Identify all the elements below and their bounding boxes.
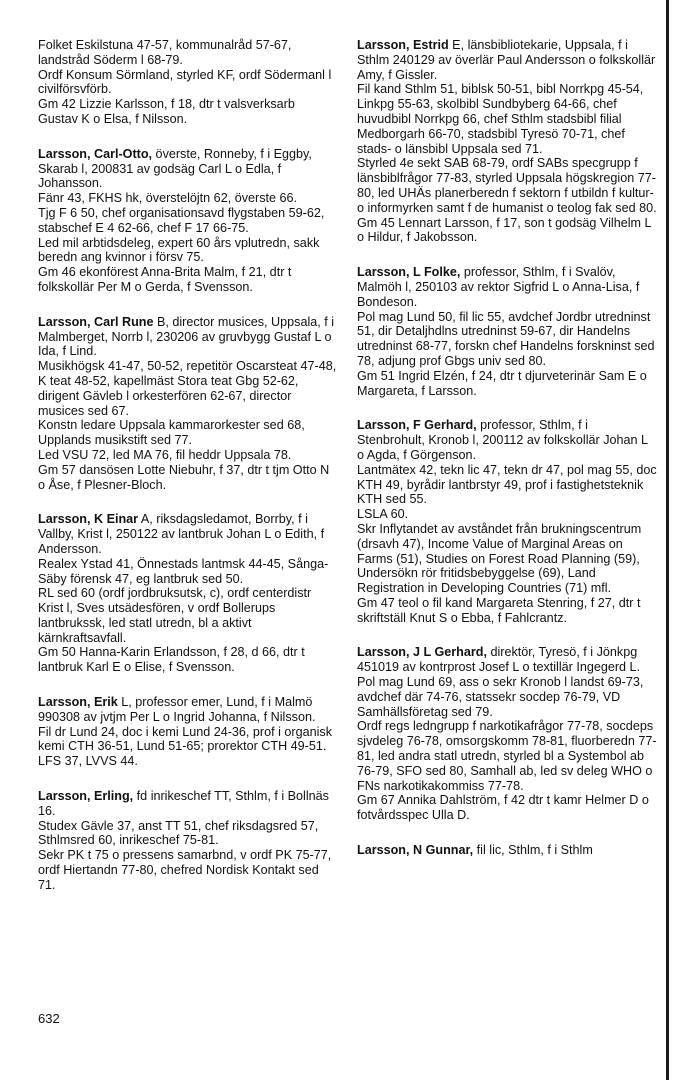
biography-entry (38, 789, 338, 893)
entry-text: Gm 47 teol o fil kand Margareta Stenring, f 27, dtr t skriftställ Knut S o Ebba, f Fahlcrantz. (357, 595, 641, 625)
entry-text: Gm 46 ekonförest Anna-Brita Malm, f 21, dtr t folkskollär Per M o Gerda, f Svensson. (38, 265, 292, 294)
entry-paragraph (357, 675, 657, 719)
entry-name: Larsson, Erling, (38, 789, 134, 804)
entry-text: LFS 37, LVVS 44. (38, 754, 138, 769)
entry-paragraph (357, 596, 657, 626)
entry-paragraph (38, 236, 338, 266)
entry-text: professor, Sthlm, f i Svalöv, Malmöh l, 250103 av rektor Sigfrid L o Anna-Lisa, f Bondeson. (357, 265, 640, 309)
entry-paragraph (38, 97, 338, 127)
entry-name: Larsson, Erik (38, 695, 118, 710)
entry-text: Led mil arbtidsdeleg, expert 60 års vplutredn, sakk beredn ang kvinnor i försv 75. (38, 235, 320, 265)
entry-paragraph (38, 645, 338, 675)
entry-text: L, professor emer, Lund, f i Malmö 990308 av jvtjm Per L o Ingrid Johanna, f Nilsson. (38, 695, 316, 724)
biography-entry (357, 843, 657, 858)
entry-text: E, länsbibliotekarie, Uppsala, f i Sthlm 240129 av överlär Paul Andersson o folkskollär Amy, f Gissler. (357, 38, 656, 82)
entry-text: LSLA 60. (357, 507, 409, 522)
entry-paragraph (357, 522, 657, 596)
page-number: 632 (38, 1011, 60, 1026)
entry-text: Lantmätex 42, tekn lic 47, tekn dr 47, pol mag 55, doc KTH 49, byrådir lantbrstyr 49, prof i fastighetsteknik KTH sed 55. (357, 462, 657, 507)
entry-text: Musikhögsk 41-47, 50-52, repetitör Oscarsteat 47-48, K teat 48-52, kapellmäst Stora teat Gbg 52-62, dirigent Gävleb l orkesterfören 62-67, director musices sed 67. (38, 359, 337, 418)
entry-paragraph (38, 819, 338, 849)
entry-paragraph (38, 512, 338, 556)
entry-text: A, riksdagsledamot, Borrby, f i Vallby, Krist l, 250122 av lantbruk Johan L o Edith, f Andersson. (38, 512, 325, 556)
page-edge-rule (666, 0, 669, 1080)
entry-text: fd inrikeschef TT, Sthlm, f i Bollnäs 16. (38, 789, 329, 818)
entry-paragraph (38, 191, 338, 206)
entry-paragraph (357, 843, 657, 858)
entry-paragraph (38, 448, 338, 463)
entry-name: Larsson, F Gerhard, (357, 418, 477, 433)
entry-name: Larsson, N Gunnar, (357, 843, 474, 858)
biography-entry (357, 418, 657, 625)
entry-text: Led VSU 72, led MA 76, fil heddr Uppsala 78. (38, 447, 292, 462)
entry-paragraph (38, 586, 338, 645)
entry-paragraph (357, 38, 657, 82)
entry-text: direktör, Tyresö, f i Jönkpg 451019 av kontrprost Josef L o textillär Ingegerd L. (357, 645, 641, 675)
entry-paragraph (38, 315, 338, 359)
entry-text: Fänr 43, FKHS hk, överstelöjtn 62, överste 66. (38, 191, 297, 206)
biography-entry (38, 512, 338, 675)
entry-paragraph (38, 557, 338, 587)
entry-text: Fil kand Sthlm 51, biblsk 50-51, bibl Norrkpg 45-54, Linkpg 55-63, skolbibl Sundbyberg 64-66, chef huvudbibl Norrkpg 66, chef Sthlm stadsbibl filial Medborgarh 66-70, stadsbibl Tyresö 70-71, chef stads- o länsbibl Uppsala sed 71. (357, 82, 644, 156)
entry-paragraph (38, 848, 338, 892)
entry-paragraph (357, 369, 657, 399)
entry-paragraph (38, 38, 338, 68)
entry-text: Gm 67 Annika Dahlström, f 42 dtr t kamr Helmer D o fotvårdsspec Ulla D. (357, 793, 649, 823)
entry-text: Gm 42 Lizzie Karlsson, f 18, dtr t valsverksarb Gustav K o Elsa, f Nilsson. (38, 97, 295, 126)
biography-entry (357, 265, 657, 398)
entry-paragraph (38, 789, 338, 819)
biography-entry (357, 38, 657, 245)
entry-paragraph (38, 147, 338, 191)
entry-text: Tjg F 6 50, chef organisationsavd flygstaben 59-62, stabschef E 4 62-66, chef F 17 66-75. (38, 205, 325, 235)
entry-text: Gm 57 dansösen Lotte Niebuhr, f 37, dtr t tjm Otto N o Åse, f Plesner-Bloch. (38, 462, 330, 492)
entry-name: Larsson, K Einar (38, 512, 139, 527)
entry-paragraph (357, 216, 657, 246)
entry-text: Skr Inflytandet av avståndet från brukningscentrum (drsavh 47), Income Value of Marginal Areas on Farms (51), Studies on Forest Road Planning (59), Undersökn rör fritidsbebyggelse (69), Land Registration in Developing Countries (71) mfl. (357, 521, 642, 596)
entry-text: Pol mag Lund 50, fil lic 55, avdchef Jordbr utredninst 51, dir Detaljhdlns utredninst 59-67, dir Handelns utredninst 68-77, forskn chef Handelns forskninst sed 78, adjung prof Gbgs univ sed 80. (357, 309, 655, 368)
entry-text: Realex Ystad 41, Önnestads lantmsk 44-45, Sånga-Säby förensk 47, eg lantbruk sed 50. (38, 556, 329, 586)
biography-entry (357, 645, 657, 823)
entry-paragraph (357, 265, 657, 309)
entry-text: Styrled 4e sekt SAB 68-79, ordf SABs specgrupp f länsbiblfrågor 77-83, styrled Uppsala högskregion 77-80, led UHÄs planerberedn f sektorn f utbildn f kultur- o informyrken samt f de humanist o teolog fak sed 80. (357, 156, 657, 215)
entry-paragraph (38, 359, 338, 418)
entry-text: professor, Sthlm, f i Stenbrohult, Kronob l, 200112 av folkskollär Johan L o Agda, f Görgenson. (357, 418, 648, 462)
entry-paragraph (38, 695, 338, 725)
entry-name: Larsson, J L Gerhard, (357, 645, 487, 660)
biography-entry (38, 695, 338, 769)
entry-text: fil lic, Sthlm, f i Sthlm (473, 843, 593, 858)
biography-entry (38, 147, 338, 295)
entry-paragraph (38, 725, 338, 755)
entry-text: Pol mag Lund 69, ass o sekr Kronob l landst 69-73, avdchef där 74-76, statssekr socdep 76-79, VD Samhällsföretag sed 79. (357, 675, 644, 719)
entry-paragraph (38, 418, 338, 448)
entry-paragraph (357, 463, 657, 507)
entry-paragraph (357, 310, 657, 369)
entry-paragraph (357, 719, 657, 793)
entry-paragraph (38, 754, 338, 769)
entry-paragraph (357, 418, 657, 462)
biography-entry (38, 315, 338, 493)
entry-paragraph (38, 68, 338, 98)
entry-text: Gm 51 Ingrid Elzén, f 24, dtr t djurveterinär Sam E o Margareta, f Larsson. (357, 368, 647, 398)
entry-text: Gm 50 Hanna-Karin Erlandsson, f 28, d 66, dtr t lantbruk Karl E o Elise, f Svensson. (38, 645, 305, 675)
entry-text: Ordf Konsum Sörmland, styrled KF, ordf Södermanl l civilförsvförb. (38, 67, 332, 97)
entry-text: Gm 45 Lennart Larsson, f 17, son t godsäg Vilhelm L o Hildur, f Jakobsson. (357, 215, 652, 245)
entry-text: överste, Ronneby, f i Eggby, Skarab l, 200831 av godsäg Carl L o Edla, f Johansson. (38, 146, 312, 191)
entry-paragraph (38, 206, 338, 236)
entry-paragraph (357, 82, 657, 156)
entry-paragraph (38, 463, 338, 493)
entry-paragraph (357, 645, 657, 675)
entry-paragraph (38, 265, 338, 295)
biography-entry (38, 38, 338, 127)
entry-text: RL sed 60 (ordf jordbruksutsk, c), ordf centerdistr Krist l, Sves utsädesfören, v ordf Bollerups lantbrukssk, led statl utredn, bl a aktivt kärnkraftsavfall. (38, 586, 312, 645)
entry-text: Ordf regs ledngrupp f narkotikafrågor 77-78, socdeps sjvdeleg 76-78, omsorgskomm 78-81, fluorberedn 77-81, led andra statl utredn, styrled bl a Systembol ab 76-79, SFO sed 80, Samhall ab, led sv deleg WHO o FNs narkotikakommiss 77-78. (357, 719, 657, 793)
left-column (38, 38, 338, 893)
entry-name: Larsson, Carl Rune (38, 314, 154, 329)
entry-name: Larsson, Estrid (357, 38, 449, 52)
entry-name: Larsson, Carl-Otto, (38, 146, 153, 161)
entry-paragraph (357, 793, 657, 823)
entry-text: Folket Eskilstuna 47-57, kommunalråd 57-67, landstråd Söderm l 68-79. (38, 38, 292, 67)
entry-paragraph (357, 507, 657, 522)
entry-text: B, director musices, Uppsala, f i Malmberget, Norrb l, 230206 av gruvbygg Gustaf L o Ida, f Lind. (38, 314, 335, 359)
entry-text: Sekr PK t 75 o pressens samarbnd, v ordf PK 75-77, ordf Hiertandn 77-80, chefred Nordisk Kontakt sed 71. (38, 848, 332, 892)
right-column (357, 38, 657, 858)
entry-text: Fil dr Lund 24, doc i kemi Lund 24-36, prof i organisk kemi CTH 36-51, Lund 51-65; prorektor CTH 49-51. (38, 724, 333, 754)
entry-paragraph (357, 156, 657, 215)
entry-text: Konstn ledare Uppsala kammarorkester sed 68, Upplands musikstift sed 77. (38, 418, 305, 448)
entry-name: Larsson, L Folke, (357, 265, 461, 280)
entry-text: Studex Gävle 37, anst TT 51, chef riksdagsred 57, Sthlmsred 60, inrikeschef 75-81. (38, 818, 319, 848)
